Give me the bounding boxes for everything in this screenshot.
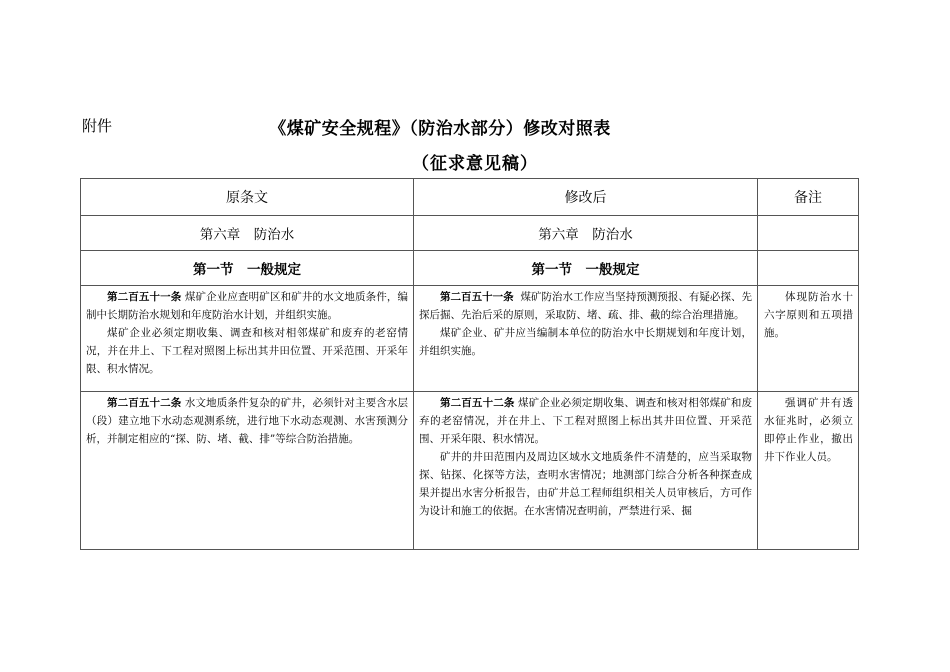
attachment-label: 附件 xyxy=(82,117,113,135)
article-number: 第二百五十二条 xyxy=(107,397,182,409)
revised-cell xyxy=(414,286,758,392)
note-text: 强调矿井有透水征兆时，必须立即停止作业，撤出井下作业人员。 xyxy=(764,397,853,463)
section-note xyxy=(758,251,859,286)
table-row xyxy=(81,286,859,392)
section-original: 第一节 一般规定 xyxy=(81,251,414,286)
article-text: 煤矿企业必须定期收集、调查和核对相邻煤矿和废弃的老窑情况，并在井上、下工程对照图上标出其井田位置、开采范围、开采年限、积水情况。 xyxy=(419,397,753,445)
chapter-revised: 第六章 防治水 xyxy=(414,216,758,251)
article-number: 第二百五十二条 xyxy=(440,397,515,409)
chapter-note xyxy=(758,216,859,251)
chapter-original: 第六章 防治水 xyxy=(81,216,414,251)
note-cell xyxy=(758,286,859,392)
article-text: 煤矿防治水工作应当坚持预测预报、有疑必探、先探后掘、先治后采的原则，采取防、堵、疏、排、截的综合治理措施。 xyxy=(419,291,753,321)
section-revised: 第一节 一般规定 xyxy=(414,251,758,286)
article-number: 第二百五十一条 xyxy=(440,291,514,303)
table-header-row xyxy=(81,179,859,216)
table-row xyxy=(81,392,859,550)
article-text: 水文地质条件复杂的矿井，必须针对主要含水层（段）建立地下水动态观测系统，进行地下水动态观测、水害预测分析，并制定相应的“探、防、堵、截、排”等综合防治措施。 xyxy=(86,397,409,445)
article-paragraph: 煤矿企业必须定期收集、调查和核对相邻煤矿和废弃的老窑情况，并在井上、下工程对照图上标出其井田位置、开采范围、开采年限、积水情况。 xyxy=(86,327,408,375)
article-paragraph: 矿井的井田范围内及周边区域水文地质条件不清楚的，应当采取物探、钻探、化探等方法，查明水害情况；地测部门综合分析各种探查成果并提出水害分析报告，由矿井总工程师组织相关人员审核后，方可作为设计和施工的依据。在水害情况查明前，严禁进行采、掘 xyxy=(419,451,752,517)
column-header-revised: 修改后 xyxy=(414,179,758,216)
document-subtitle: （征求意见稿） xyxy=(412,154,538,174)
column-header-original: 原条文 xyxy=(81,179,414,216)
document-title: 《煤矿安全规程》（防治水部分）修改对照表 xyxy=(269,119,611,139)
section-row xyxy=(81,251,859,286)
note-text: 体现防治水十六字原则和五项措施。 xyxy=(764,291,853,339)
column-header-note: 备注 xyxy=(758,179,859,216)
article-number: 第二百五十一条 xyxy=(107,291,182,303)
revised-cell xyxy=(414,392,758,550)
chapter-row xyxy=(81,216,859,251)
original-cell xyxy=(81,392,414,550)
article-paragraph: 煤矿企业、矿井应当编制本单位的防治水中长期规划和年度计划，并组织实施。 xyxy=(419,327,752,357)
comparison-table xyxy=(80,178,859,550)
article-text: 煤矿企业应查明矿区和矿井的水文地质条件，编制中长期防治水规划和年度防治水计划，并组织实施。 xyxy=(86,291,409,321)
original-cell xyxy=(81,286,414,392)
note-cell xyxy=(758,392,859,550)
